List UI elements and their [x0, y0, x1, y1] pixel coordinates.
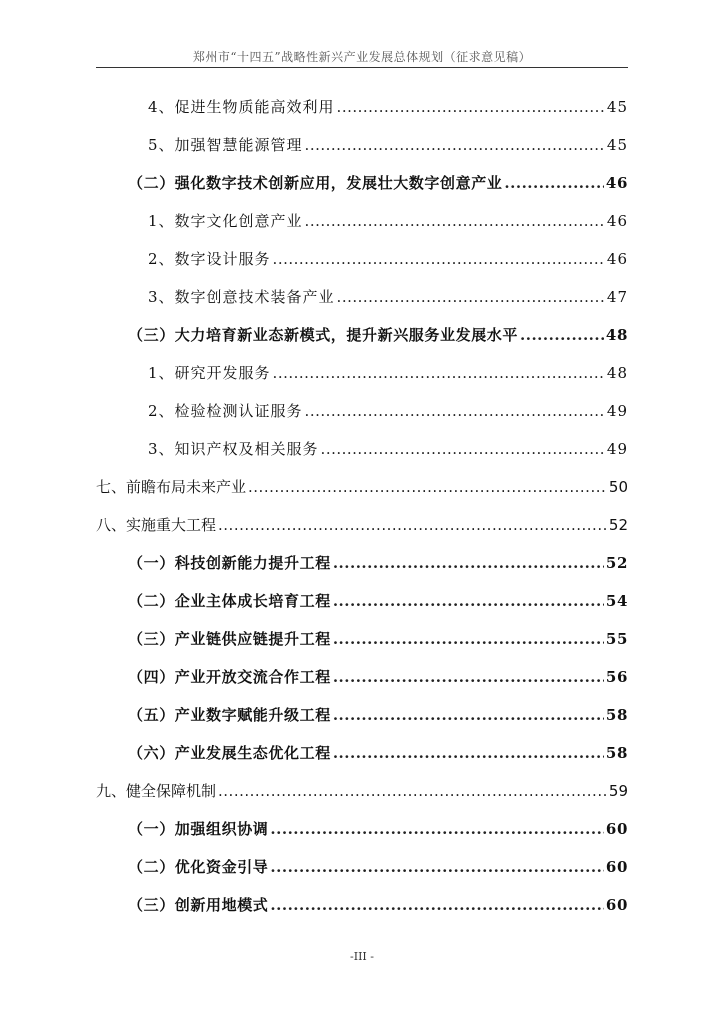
toc-leader-dots: [218, 782, 607, 800]
toc-entry[interactable]: [148, 362, 628, 386]
toc-entry[interactable]: [128, 552, 628, 576]
toc-entry-label: 3、数字创意技术装备产业: [148, 288, 335, 306]
toc-entry-page: 60: [605, 858, 628, 876]
toc-entry-page: 52: [605, 554, 628, 572]
toc-entry-page: 52: [608, 516, 628, 534]
toc-entry-page: 58: [605, 706, 628, 724]
toc-entry-page: 46: [606, 250, 628, 268]
toc-entry-page: 48: [605, 326, 628, 344]
header-rule: [96, 67, 628, 68]
toc-entry-page: 45: [606, 136, 628, 154]
toc-entry-label: （二）优化资金引导: [128, 858, 269, 876]
toc-leader-dots: [273, 250, 605, 268]
toc-entry[interactable]: [148, 96, 628, 120]
toc-entry-page: 46: [606, 212, 628, 230]
toc-entry[interactable]: [148, 400, 628, 424]
toc-entry[interactable]: [128, 590, 628, 614]
toc-entry-label: 1、研究开发服务: [148, 364, 271, 382]
toc-entry-label: （一）科技创新能力提升工程: [128, 554, 331, 572]
toc-entry-label: 2、检验检测认证服务: [148, 402, 303, 420]
toc-entry[interactable]: [96, 780, 628, 804]
toc-leader-dots: [270, 820, 604, 838]
toc-leader-dots: [270, 896, 604, 914]
toc-entry-page: 60: [605, 820, 628, 838]
toc-entry[interactable]: [148, 248, 628, 272]
toc-leader-dots: [321, 440, 605, 458]
toc-entry-page: 50: [608, 478, 628, 496]
toc-entry[interactable]: [128, 856, 628, 880]
toc-entry[interactable]: [128, 628, 628, 652]
toc-leader-dots: [305, 402, 605, 420]
toc-entry[interactable]: [128, 704, 628, 728]
toc-entry-label: 3、知识产权及相关服务: [148, 440, 319, 458]
toc-entry[interactable]: [128, 894, 628, 918]
toc-entry[interactable]: [128, 324, 628, 348]
toc-entry[interactable]: [148, 438, 628, 462]
toc-entry-label: 九、健全保障机制: [96, 782, 217, 800]
toc-entry[interactable]: [128, 666, 628, 690]
toc-entry-page: 54: [605, 592, 628, 610]
page-number: -III -: [350, 950, 374, 963]
toc-entry-page: 49: [606, 402, 628, 420]
toc-leader-dots: [520, 326, 604, 344]
toc-entry-page: 59: [608, 782, 628, 800]
toc-leader-dots: [333, 554, 604, 572]
toc-entry-page: 58: [605, 744, 628, 762]
toc-leader-dots: [248, 478, 607, 496]
toc-entry-label: （二）强化数字技术创新应用，发展壮大数字创意产业: [128, 174, 503, 192]
toc-leader-dots: [333, 668, 604, 686]
toc-entry-label: 七、前瞻布局未来产业: [96, 478, 247, 496]
toc-entry[interactable]: [148, 210, 628, 234]
toc-leader-dots: [333, 630, 604, 648]
toc-leader-dots: [333, 706, 604, 724]
toc-entry[interactable]: [128, 742, 628, 766]
toc-entry-label: 2、数字设计服务: [148, 250, 271, 268]
toc-entry-label: （三）产业链供应链提升工程: [128, 630, 331, 648]
toc-leader-dots: [333, 744, 604, 762]
toc-leader-dots: [337, 98, 605, 116]
toc-leader-dots: [305, 136, 605, 154]
toc-entry-page: 55: [605, 630, 628, 648]
toc-entry[interactable]: [148, 134, 628, 158]
toc-entry-label: 八、实施重大工程: [96, 516, 217, 534]
toc-leader-dots: [273, 364, 605, 382]
toc-entry[interactable]: [128, 172, 628, 196]
toc-entry-label: （二）企业主体成长培育工程: [128, 592, 331, 610]
toc-entry-label: （一）加强组织协调: [128, 820, 269, 838]
toc-entry-page: 56: [605, 668, 628, 686]
toc-entry[interactable]: [96, 514, 628, 538]
toc-entry-label: （六）产业发展生态优化工程: [128, 744, 331, 762]
toc-entry-page: 49: [606, 440, 628, 458]
toc-entry-label: （三）大力培育新业态新模式，提升新兴服务业发展水平: [128, 326, 519, 344]
toc-entry-label: 1、数字文化创意产业: [148, 212, 303, 230]
toc-entry-label: （五）产业数字赋能升级工程: [128, 706, 331, 724]
toc-entry-page: 60: [605, 896, 628, 914]
running-header: 郑州市“十四五”战略性新兴产业发展总体规划（征求意见稿）: [192, 50, 532, 64]
toc-leader-dots: [337, 288, 605, 306]
toc-leader-dots: [305, 212, 605, 230]
toc-entry-label: 4、促进生物质能高效利用: [148, 98, 335, 116]
toc-leader-dots: [333, 592, 604, 610]
toc-leader-dots: [218, 516, 607, 534]
toc-entry-page: 48: [606, 364, 628, 382]
toc-entry-page: 47: [606, 288, 628, 306]
toc-entry-page: 45: [606, 98, 628, 116]
toc-entry-label: （三）创新用地模式: [128, 896, 269, 914]
toc-entry[interactable]: [128, 818, 628, 842]
toc-leader-dots: [504, 174, 604, 192]
toc-leader-dots: [270, 858, 604, 876]
toc-entry-label: （四）产业开放交流合作工程: [128, 668, 331, 686]
toc-entry-label: 5、加强智慧能源管理: [148, 136, 303, 154]
toc-entry[interactable]: [148, 286, 628, 310]
toc-entry-page: 46: [605, 174, 628, 192]
toc-entry[interactable]: [96, 476, 628, 500]
